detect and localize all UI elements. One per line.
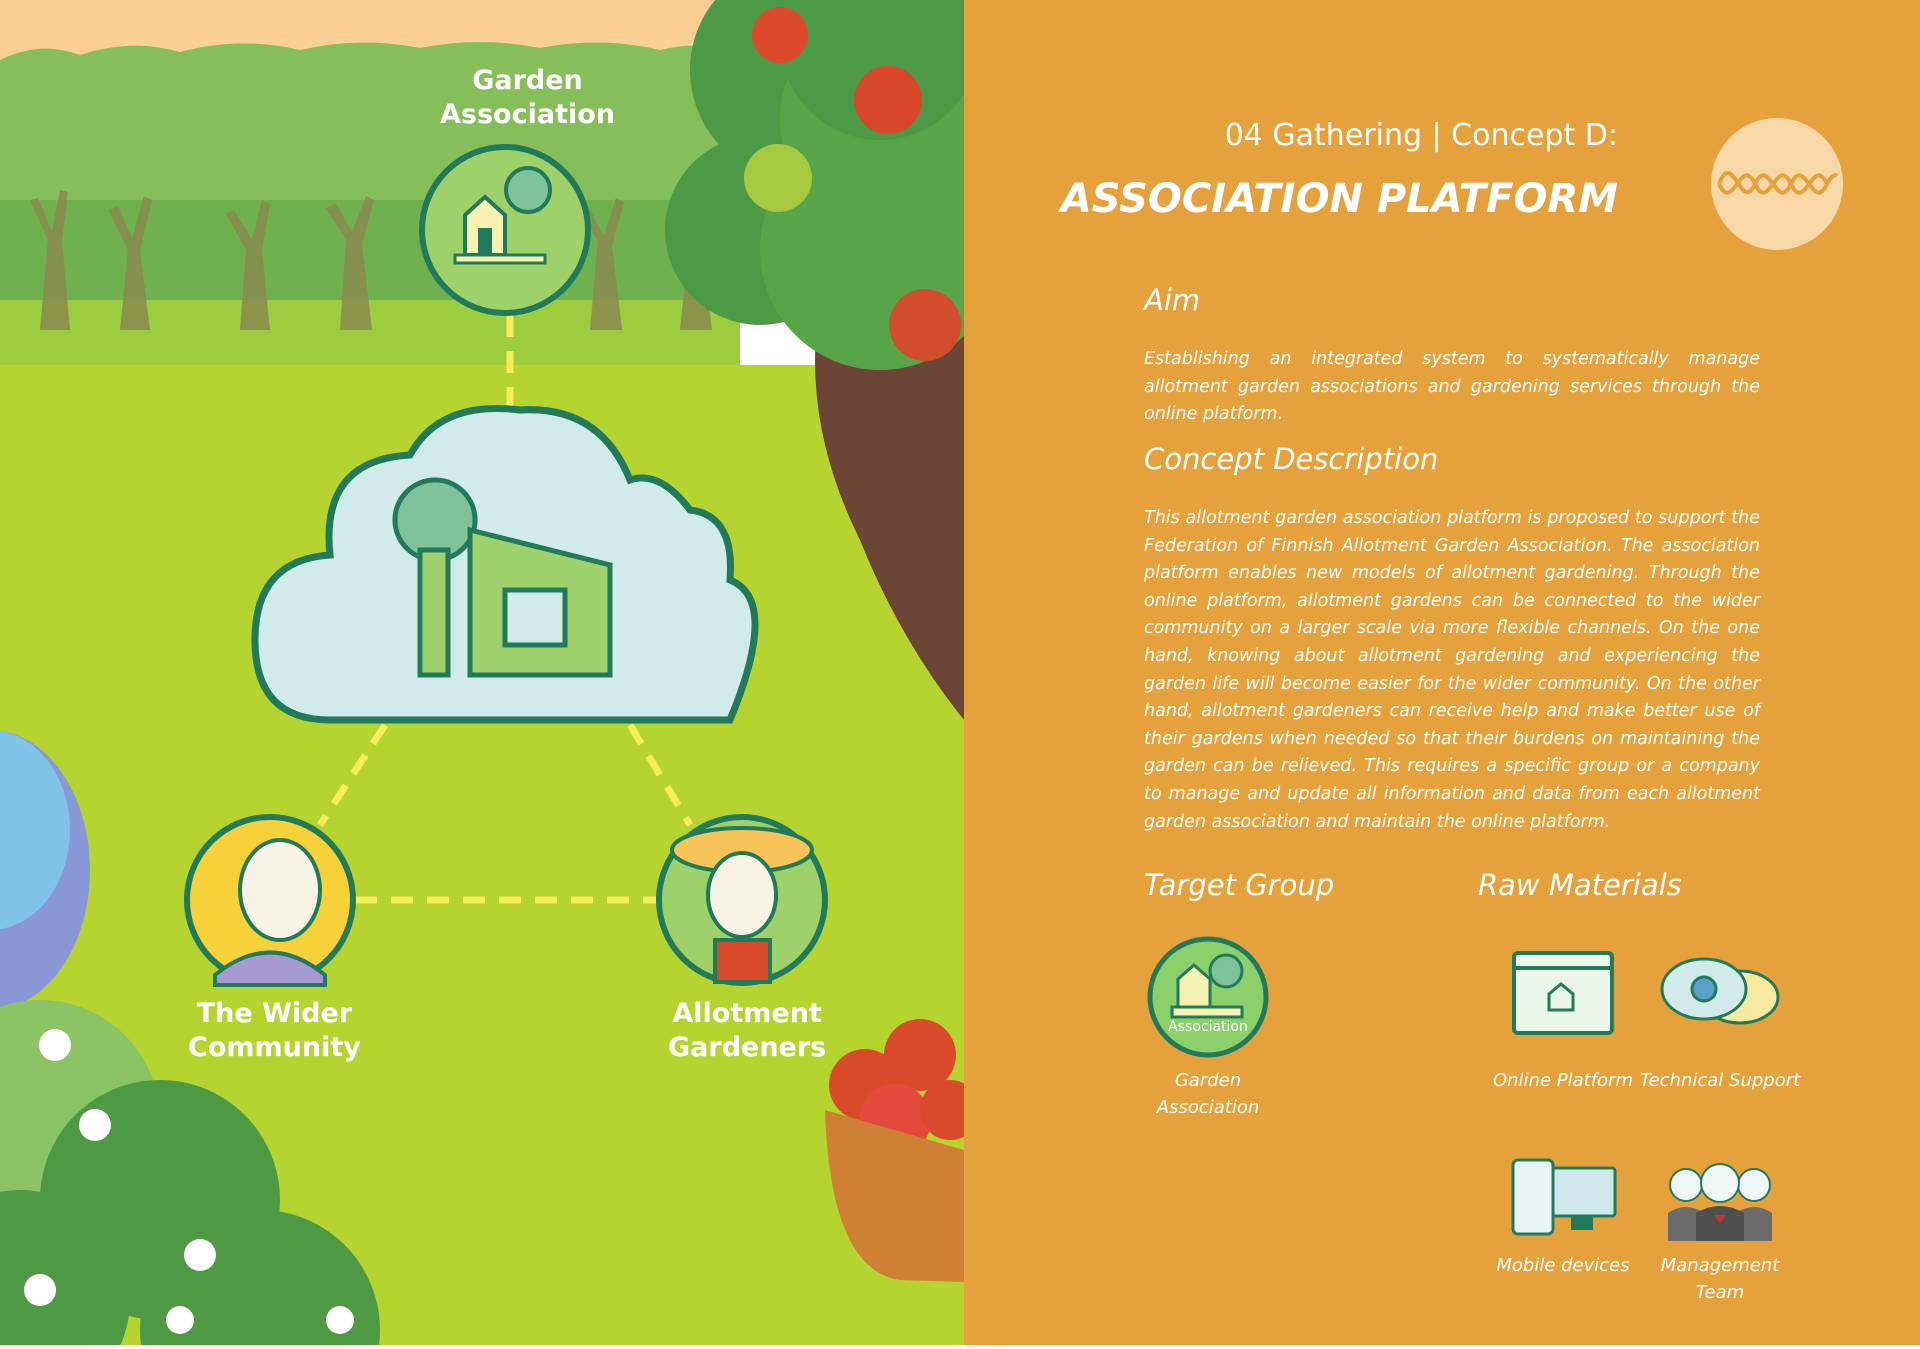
garden-association-node bbox=[422, 147, 588, 313]
phone-monitor-svg bbox=[1509, 1158, 1619, 1238]
team-people-icon bbox=[1664, 1163, 1776, 1245]
association-icon-svg bbox=[1146, 935, 1270, 1059]
allotment-gardeners-label: Allotment Gardeners bbox=[668, 998, 827, 1063]
association-icon-label: Association bbox=[1168, 1019, 1248, 1035]
phone-monitor-icon bbox=[1509, 1158, 1619, 1242]
online-platform-caption: Online Platform bbox=[1492, 1070, 1633, 1091]
gear-speech-svg bbox=[1658, 955, 1782, 1033]
page-subtitle: 04 Gathering | Concept D: bbox=[1224, 118, 1618, 153]
gear-speech-bubble-icon bbox=[1658, 955, 1782, 1037]
team-people-svg bbox=[1664, 1163, 1776, 1241]
aim-heading: Aim bbox=[1144, 283, 1201, 317]
concept-body: This allotment garden association platform is proposed to support the Federation of Finnish Allotment Garden Association. The association platform enables new models of allotment gardening. Through the online platform, allotment gardens can be connected to the wider community on a larger scale via more flexible channels. On the one hand, knowing about allotment gardening and experiencing the garden life will become easier for the wider community. On the other hand, allotment gardeners can receive help and make better use of their gardens when needed so that their burdens on maintaining the garden can be relieved. This requires a specific group or a company to manage and update all information and data from each allotment garden association and maintain the online platform. bbox=[1144, 508, 1760, 832]
wider-community-label: The Wider Community bbox=[188, 998, 361, 1063]
wave-logo-icon bbox=[1711, 118, 1843, 250]
mobile-devices-caption: Mobile devices bbox=[1496, 1255, 1630, 1276]
wider-community-node bbox=[187, 817, 353, 985]
technical-support-caption: Technical Support bbox=[1639, 1070, 1801, 1091]
aim-body: Establishing an integrated system to systematically manage allotment garden associations and gardening services through the online platform. bbox=[1144, 349, 1760, 425]
garden-association-label: Garden Association bbox=[440, 65, 615, 130]
target-group-heading: Target Group bbox=[1144, 868, 1335, 902]
concept-panel bbox=[964, 0, 1920, 1345]
target-group-caption: Garden Association bbox=[1156, 1070, 1260, 1118]
page-title: ASSOCIATION PLATFORM bbox=[1060, 176, 1618, 222]
association-icon bbox=[1146, 935, 1270, 1059]
forest-ground bbox=[0, 300, 740, 370]
concept-heading: Concept Description bbox=[1144, 442, 1439, 476]
management-team-caption: Management Team bbox=[1660, 1255, 1780, 1303]
browser-window-icon bbox=[1511, 950, 1615, 1040]
allotment-gardeners-node bbox=[659, 817, 825, 983]
wave-logo-svg bbox=[1711, 118, 1843, 250]
raw-materials-heading: Raw Materials bbox=[1478, 868, 1682, 902]
browser-window-svg bbox=[1511, 950, 1615, 1036]
